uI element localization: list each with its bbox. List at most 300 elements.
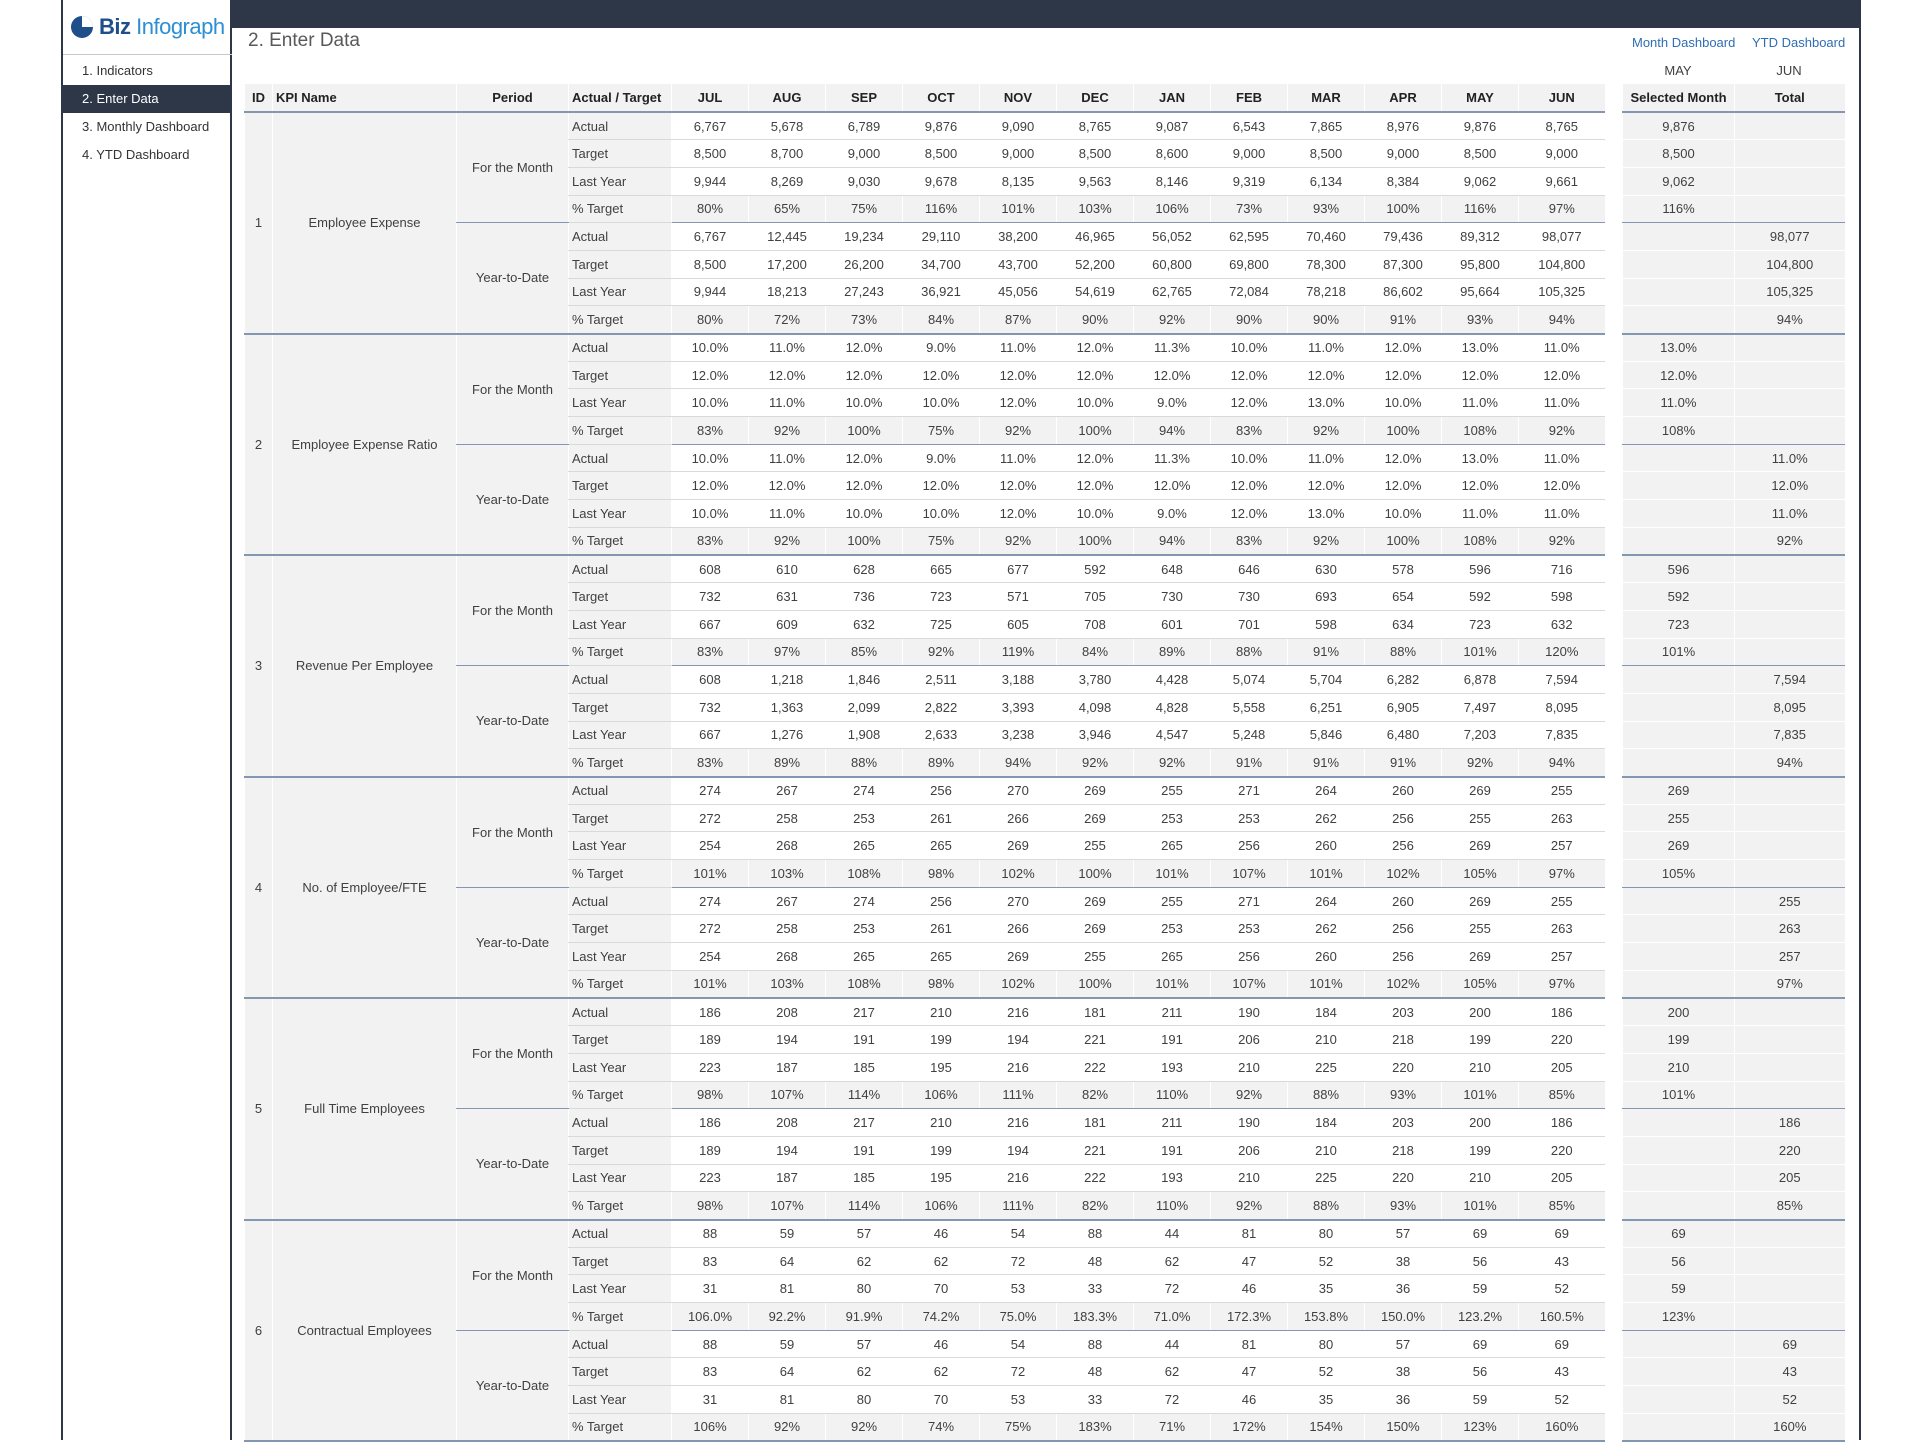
value-cell[interactable]: 185 bbox=[826, 1053, 903, 1081]
value-cell[interactable]: 85% bbox=[826, 638, 903, 666]
value-cell[interactable]: 189 bbox=[672, 1136, 749, 1164]
value-cell[interactable]: 200 bbox=[1442, 998, 1519, 1026]
value-cell[interactable]: 11.0% bbox=[1442, 389, 1519, 417]
value-cell[interactable]: 203 bbox=[1365, 1109, 1442, 1137]
value-cell[interactable]: 194 bbox=[749, 1136, 826, 1164]
value-cell[interactable]: 220 bbox=[1365, 1164, 1442, 1192]
value-cell[interactable]: 59 bbox=[749, 1220, 826, 1248]
value-cell[interactable]: 667 bbox=[672, 610, 749, 638]
value-cell[interactable]: 9,944 bbox=[672, 167, 749, 195]
value-cell[interactable]: 10.0% bbox=[826, 500, 903, 528]
value-cell[interactable]: 216 bbox=[980, 1053, 1057, 1081]
value-cell[interactable]: 608 bbox=[672, 666, 749, 694]
value-cell[interactable]: 267 bbox=[749, 777, 826, 805]
value-cell[interactable]: 97% bbox=[1519, 860, 1605, 888]
value-cell[interactable]: 69 bbox=[1442, 1220, 1519, 1248]
value-cell[interactable]: 83 bbox=[672, 1247, 749, 1275]
value-cell[interactable]: 54,619 bbox=[1057, 278, 1134, 306]
value-cell[interactable]: 89% bbox=[903, 749, 980, 777]
value-cell[interactable]: 72,084 bbox=[1211, 278, 1288, 306]
value-cell[interactable]: 634 bbox=[1365, 610, 1442, 638]
value-cell[interactable]: 101% bbox=[1134, 860, 1211, 888]
value-cell[interactable]: 9,661 bbox=[1519, 167, 1605, 195]
value-cell[interactable]: 123% bbox=[1442, 1413, 1519, 1441]
value-cell[interactable]: 114% bbox=[826, 1081, 903, 1109]
value-cell[interactable]: 6,878 bbox=[1442, 666, 1519, 694]
value-cell[interactable]: 88 bbox=[672, 1330, 749, 1358]
value-cell[interactable]: 36,921 bbox=[903, 278, 980, 306]
value-cell[interactable]: 92% bbox=[980, 527, 1057, 555]
value-cell[interactable]: 3,238 bbox=[980, 721, 1057, 749]
value-cell[interactable]: 221 bbox=[1057, 1026, 1134, 1054]
value-cell[interactable]: 9.0% bbox=[903, 444, 980, 472]
value-cell[interactable]: 6,767 bbox=[672, 112, 749, 140]
value-cell[interactable]: 12.0% bbox=[1211, 500, 1288, 528]
value-cell[interactable]: 272 bbox=[672, 915, 749, 943]
value-cell[interactable]: 70 bbox=[903, 1386, 980, 1414]
value-cell[interactable]: 56,052 bbox=[1134, 223, 1211, 251]
value-cell[interactable]: 256 bbox=[1211, 832, 1288, 860]
value-cell[interactable]: 646 bbox=[1211, 555, 1288, 583]
value-cell[interactable]: 57 bbox=[826, 1330, 903, 1358]
value-cell[interactable]: 5,074 bbox=[1211, 666, 1288, 694]
value-cell[interactable]: 98% bbox=[672, 1192, 749, 1220]
value-cell[interactable]: 106% bbox=[903, 1192, 980, 1220]
value-cell[interactable]: 190 bbox=[1211, 1109, 1288, 1137]
value-cell[interactable]: 1,218 bbox=[749, 666, 826, 694]
value-cell[interactable]: 632 bbox=[826, 610, 903, 638]
value-cell[interactable]: 92% bbox=[1442, 749, 1519, 777]
value-cell[interactable]: 92% bbox=[1134, 306, 1211, 334]
value-cell[interactable]: 95,664 bbox=[1442, 278, 1519, 306]
value-cell[interactable]: 98% bbox=[903, 970, 980, 998]
value-cell[interactable]: 82% bbox=[1057, 1081, 1134, 1109]
value-cell[interactable]: 218 bbox=[1365, 1136, 1442, 1164]
value-cell[interactable]: 97% bbox=[749, 638, 826, 666]
value-cell[interactable]: 608 bbox=[672, 555, 749, 583]
value-cell[interactable]: 253 bbox=[1211, 915, 1288, 943]
value-cell[interactable]: 205 bbox=[1519, 1164, 1605, 1192]
value-cell[interactable]: 105% bbox=[1442, 860, 1519, 888]
value-cell[interactable]: 101% bbox=[1442, 1081, 1519, 1109]
value-cell[interactable]: 193 bbox=[1134, 1053, 1211, 1081]
value-cell[interactable]: 100% bbox=[1057, 417, 1134, 445]
value-cell[interactable]: 71.0% bbox=[1134, 1303, 1211, 1331]
value-cell[interactable]: 12.0% bbox=[1211, 389, 1288, 417]
value-cell[interactable]: 255 bbox=[1519, 887, 1605, 915]
value-cell[interactable]: 221 bbox=[1057, 1136, 1134, 1164]
value-cell[interactable]: 260 bbox=[1365, 887, 1442, 915]
value-cell[interactable]: 605 bbox=[980, 610, 1057, 638]
value-cell[interactable]: 92% bbox=[1057, 749, 1134, 777]
value-cell[interactable]: 195 bbox=[903, 1053, 980, 1081]
value-cell[interactable]: 260 bbox=[1288, 832, 1365, 860]
value-cell[interactable]: 46 bbox=[1211, 1275, 1288, 1303]
value-cell[interactable]: 93% bbox=[1365, 1081, 1442, 1109]
value-cell[interactable]: 12.0% bbox=[672, 472, 749, 500]
value-cell[interactable]: 88% bbox=[1365, 638, 1442, 666]
value-cell[interactable]: 11.0% bbox=[1442, 500, 1519, 528]
value-cell[interactable]: 730 bbox=[1134, 583, 1211, 611]
value-cell[interactable]: 46,965 bbox=[1057, 223, 1134, 251]
selected-month-selector[interactable]: MAY bbox=[1664, 63, 1692, 78]
value-cell[interactable]: 257 bbox=[1519, 832, 1605, 860]
value-cell[interactable]: 8,500 bbox=[1288, 140, 1365, 168]
value-cell[interactable]: 8,500 bbox=[903, 140, 980, 168]
value-cell[interactable]: 70 bbox=[903, 1275, 980, 1303]
value-cell[interactable]: 86,602 bbox=[1365, 278, 1442, 306]
value-cell[interactable]: 100% bbox=[1365, 527, 1442, 555]
value-cell[interactable]: 9,087 bbox=[1134, 112, 1211, 140]
value-cell[interactable]: 11.0% bbox=[1288, 444, 1365, 472]
value-cell[interactable]: 94% bbox=[1134, 527, 1211, 555]
value-cell[interactable]: 80% bbox=[672, 195, 749, 223]
value-cell[interactable]: 114% bbox=[826, 1192, 903, 1220]
value-cell[interactable]: 154% bbox=[1288, 1413, 1365, 1441]
value-cell[interactable]: 610 bbox=[749, 555, 826, 583]
value-cell[interactable]: 2,633 bbox=[903, 721, 980, 749]
value-cell[interactable]: 184 bbox=[1288, 998, 1365, 1026]
value-cell[interactable]: 630 bbox=[1288, 555, 1365, 583]
value-cell[interactable]: 9,678 bbox=[903, 167, 980, 195]
value-cell[interactable]: 12.0% bbox=[1442, 361, 1519, 389]
value-cell[interactable]: 12.0% bbox=[826, 334, 903, 362]
value-cell[interactable]: 108% bbox=[1442, 527, 1519, 555]
value-cell[interactable]: 46 bbox=[903, 1220, 980, 1248]
value-cell[interactable]: 98,077 bbox=[1519, 223, 1605, 251]
value-cell[interactable]: 60,800 bbox=[1134, 250, 1211, 278]
end-month-selector[interactable]: JUN bbox=[1776, 63, 1802, 78]
value-cell[interactable]: 100% bbox=[826, 527, 903, 555]
value-cell[interactable]: 210 bbox=[903, 998, 980, 1026]
value-cell[interactable]: 13.0% bbox=[1288, 389, 1365, 417]
value-cell[interactable]: 210 bbox=[1211, 1053, 1288, 1081]
value-cell[interactable]: 101% bbox=[672, 970, 749, 998]
value-cell[interactable]: 91% bbox=[1365, 749, 1442, 777]
value-cell[interactable]: 64 bbox=[749, 1247, 826, 1275]
value-cell[interactable]: 92% bbox=[903, 638, 980, 666]
value-cell[interactable]: 107% bbox=[749, 1081, 826, 1109]
value-cell[interactable]: 265 bbox=[903, 943, 980, 971]
value-cell[interactable]: 256 bbox=[1211, 943, 1288, 971]
value-cell[interactable]: 9,876 bbox=[903, 112, 980, 140]
value-cell[interactable]: 102% bbox=[1365, 970, 1442, 998]
value-cell[interactable]: 12.0% bbox=[903, 361, 980, 389]
value-cell[interactable]: 33 bbox=[1057, 1386, 1134, 1414]
logo[interactable] bbox=[71, 12, 225, 42]
value-cell[interactable]: 187 bbox=[749, 1053, 826, 1081]
value-cell[interactable]: 11.0% bbox=[749, 444, 826, 472]
value-cell[interactable]: 62 bbox=[903, 1247, 980, 1275]
value-cell[interactable]: 100% bbox=[826, 417, 903, 445]
value-cell[interactable]: 101% bbox=[1288, 970, 1365, 998]
sidebar-item-1[interactable]: 1. Indicators bbox=[82, 63, 153, 78]
value-cell[interactable]: 6,543 bbox=[1211, 112, 1288, 140]
value-cell[interactable]: 100% bbox=[1365, 417, 1442, 445]
value-cell[interactable]: 52 bbox=[1288, 1358, 1365, 1386]
value-cell[interactable]: 269 bbox=[980, 943, 1057, 971]
value-cell[interactable]: 592 bbox=[1057, 555, 1134, 583]
value-cell[interactable]: 256 bbox=[903, 777, 980, 805]
value-cell[interactable]: 108% bbox=[826, 860, 903, 888]
value-cell[interactable]: 11.0% bbox=[1288, 334, 1365, 362]
value-cell[interactable]: 91% bbox=[1211, 749, 1288, 777]
value-cell[interactable]: 12.0% bbox=[1365, 361, 1442, 389]
value-cell[interactable]: 206 bbox=[1211, 1136, 1288, 1164]
value-cell[interactable]: 45,056 bbox=[980, 278, 1057, 306]
value-cell[interactable]: 3,946 bbox=[1057, 721, 1134, 749]
value-cell[interactable]: 11.0% bbox=[1519, 389, 1605, 417]
value-cell[interactable]: 654 bbox=[1365, 583, 1442, 611]
sidebar-item-2[interactable]: 2. Enter Data bbox=[63, 85, 232, 113]
value-cell[interactable]: 153.8% bbox=[1288, 1303, 1365, 1331]
value-cell[interactable]: 54 bbox=[980, 1220, 1057, 1248]
value-cell[interactable]: 2,099 bbox=[826, 693, 903, 721]
value-cell[interactable]: 34,700 bbox=[903, 250, 980, 278]
value-cell[interactable]: 52,200 bbox=[1057, 250, 1134, 278]
value-cell[interactable]: 6,789 bbox=[826, 112, 903, 140]
value-cell[interactable]: 253 bbox=[1134, 804, 1211, 832]
value-cell[interactable]: 69,800 bbox=[1211, 250, 1288, 278]
value-cell[interactable]: 12.0% bbox=[1519, 361, 1605, 389]
value-cell[interactable]: 260 bbox=[1288, 943, 1365, 971]
value-cell[interactable]: 1,908 bbox=[826, 721, 903, 749]
value-cell[interactable]: 65% bbox=[749, 195, 826, 223]
value-cell[interactable]: 217 bbox=[826, 1109, 903, 1137]
value-cell[interactable]: 255 bbox=[1519, 777, 1605, 805]
value-cell[interactable]: 95,800 bbox=[1442, 250, 1519, 278]
value-cell[interactable]: 38 bbox=[1365, 1358, 1442, 1386]
value-cell[interactable]: 274 bbox=[672, 777, 749, 805]
value-cell[interactable]: 211 bbox=[1134, 998, 1211, 1026]
value-cell[interactable]: 62 bbox=[903, 1358, 980, 1386]
value-cell[interactable]: 186 bbox=[1519, 998, 1605, 1026]
value-cell[interactable]: 75.0% bbox=[980, 1303, 1057, 1331]
value-cell[interactable]: 723 bbox=[1442, 610, 1519, 638]
value-cell[interactable]: 11.3% bbox=[1134, 444, 1211, 472]
value-cell[interactable]: 83 bbox=[672, 1358, 749, 1386]
value-cell[interactable]: 98% bbox=[903, 860, 980, 888]
value-cell[interactable]: 100% bbox=[1057, 970, 1134, 998]
value-cell[interactable]: 19,234 bbox=[826, 223, 903, 251]
value-cell[interactable]: 260 bbox=[1365, 777, 1442, 805]
value-cell[interactable]: 72 bbox=[1134, 1275, 1211, 1303]
value-cell[interactable]: 266 bbox=[980, 915, 1057, 943]
value-cell[interactable]: 103% bbox=[1057, 195, 1134, 223]
value-cell[interactable]: 5,704 bbox=[1288, 666, 1365, 694]
value-cell[interactable]: 38,200 bbox=[980, 223, 1057, 251]
value-cell[interactable]: 11.0% bbox=[749, 389, 826, 417]
value-cell[interactable]: 89% bbox=[1134, 638, 1211, 666]
sidebar-item-4[interactable]: 4. YTD Dashboard bbox=[82, 147, 190, 162]
value-cell[interactable]: 253 bbox=[1211, 804, 1288, 832]
value-cell[interactable]: 255 bbox=[1134, 887, 1211, 915]
value-cell[interactable]: 88% bbox=[1211, 638, 1288, 666]
value-cell[interactable]: 4,098 bbox=[1057, 693, 1134, 721]
value-cell[interactable]: 73% bbox=[826, 306, 903, 334]
value-cell[interactable]: 12.0% bbox=[1211, 472, 1288, 500]
value-cell[interactable]: 723 bbox=[903, 583, 980, 611]
value-cell[interactable]: 1,363 bbox=[749, 693, 826, 721]
value-cell[interactable]: 74.2% bbox=[903, 1303, 980, 1331]
value-cell[interactable]: 6,282 bbox=[1365, 666, 1442, 694]
value-cell[interactable]: 220 bbox=[1519, 1136, 1605, 1164]
value-cell[interactable]: 9,062 bbox=[1442, 167, 1519, 195]
value-cell[interactable]: 12.0% bbox=[1365, 444, 1442, 472]
value-cell[interactable]: 263 bbox=[1519, 915, 1605, 943]
value-cell[interactable]: 274 bbox=[826, 777, 903, 805]
value-cell[interactable]: 12.0% bbox=[1365, 334, 1442, 362]
value-cell[interactable]: 269 bbox=[1442, 777, 1519, 805]
value-cell[interactable]: 6,767 bbox=[672, 223, 749, 251]
value-cell[interactable]: 12.0% bbox=[749, 361, 826, 389]
value-cell[interactable]: 218 bbox=[1365, 1026, 1442, 1054]
value-cell[interactable]: 263 bbox=[1519, 804, 1605, 832]
value-cell[interactable]: 716 bbox=[1519, 555, 1605, 583]
value-cell[interactable]: 11.0% bbox=[1519, 334, 1605, 362]
value-cell[interactable]: 601 bbox=[1134, 610, 1211, 638]
value-cell[interactable]: 191 bbox=[826, 1026, 903, 1054]
value-cell[interactable]: 701 bbox=[1211, 610, 1288, 638]
value-cell[interactable]: 9.0% bbox=[903, 334, 980, 362]
value-cell[interactable]: 8,765 bbox=[1519, 112, 1605, 140]
value-cell[interactable]: 10.0% bbox=[1057, 389, 1134, 417]
value-cell[interactable]: 274 bbox=[672, 887, 749, 915]
value-cell[interactable]: 216 bbox=[980, 1109, 1057, 1137]
value-cell[interactable]: 72 bbox=[1134, 1386, 1211, 1414]
value-cell[interactable]: 59 bbox=[1442, 1386, 1519, 1414]
value-cell[interactable]: 12,445 bbox=[749, 223, 826, 251]
value-cell[interactable]: 12.0% bbox=[1134, 472, 1211, 500]
value-cell[interactable]: 200 bbox=[1442, 1109, 1519, 1137]
value-cell[interactable]: 89% bbox=[749, 749, 826, 777]
value-cell[interactable]: 269 bbox=[980, 832, 1057, 860]
value-cell[interactable]: 57 bbox=[826, 1220, 903, 1248]
value-cell[interactable]: 80 bbox=[826, 1275, 903, 1303]
value-cell[interactable]: 80 bbox=[1288, 1220, 1365, 1248]
value-cell[interactable]: 107% bbox=[749, 1192, 826, 1220]
value-cell[interactable]: 10.0% bbox=[672, 444, 749, 472]
value-cell[interactable]: 185 bbox=[826, 1164, 903, 1192]
value-cell[interactable]: 78,218 bbox=[1288, 278, 1365, 306]
value-cell[interactable]: 12.0% bbox=[749, 472, 826, 500]
value-cell[interactable]: 6,251 bbox=[1288, 693, 1365, 721]
value-cell[interactable]: 648 bbox=[1134, 555, 1211, 583]
value-cell[interactable]: 256 bbox=[1365, 943, 1442, 971]
value-cell[interactable]: 92% bbox=[1288, 417, 1365, 445]
value-cell[interactable]: 92% bbox=[1211, 1192, 1288, 1220]
value-cell[interactable]: 693 bbox=[1288, 583, 1365, 611]
value-cell[interactable]: 5,558 bbox=[1211, 693, 1288, 721]
value-cell[interactable]: 92% bbox=[1134, 749, 1211, 777]
value-cell[interactable]: 9,030 bbox=[826, 167, 903, 195]
value-cell[interactable]: 36 bbox=[1365, 1275, 1442, 1303]
value-cell[interactable]: 92% bbox=[749, 417, 826, 445]
value-cell[interactable]: 97% bbox=[1519, 195, 1605, 223]
value-cell[interactable]: 8,500 bbox=[672, 140, 749, 168]
value-cell[interactable]: 107% bbox=[1211, 860, 1288, 888]
value-cell[interactable]: 181 bbox=[1057, 998, 1134, 1026]
value-cell[interactable]: 265 bbox=[903, 832, 980, 860]
value-cell[interactable]: 57 bbox=[1365, 1220, 1442, 1248]
value-cell[interactable]: 10.0% bbox=[1365, 500, 1442, 528]
value-cell[interactable]: 6,134 bbox=[1288, 167, 1365, 195]
value-cell[interactable]: 5,248 bbox=[1211, 721, 1288, 749]
value-cell[interactable]: 11.0% bbox=[1519, 500, 1605, 528]
value-cell[interactable]: 92.2% bbox=[749, 1303, 826, 1331]
value-cell[interactable]: 9,000 bbox=[1519, 140, 1605, 168]
value-cell[interactable]: 92% bbox=[980, 417, 1057, 445]
value-cell[interactable]: 62 bbox=[826, 1358, 903, 1386]
value-cell[interactable]: 92% bbox=[749, 527, 826, 555]
value-cell[interactable]: 632 bbox=[1519, 610, 1605, 638]
value-cell[interactable]: 75% bbox=[903, 417, 980, 445]
value-cell[interactable]: 12.0% bbox=[1057, 361, 1134, 389]
value-cell[interactable]: 62,595 bbox=[1211, 223, 1288, 251]
value-cell[interactable]: 72 bbox=[980, 1358, 1057, 1386]
value-cell[interactable]: 101% bbox=[1442, 638, 1519, 666]
value-cell[interactable]: 191 bbox=[1134, 1026, 1211, 1054]
sidebar-item-3[interactable]: 3. Monthly Dashboard bbox=[82, 119, 210, 134]
value-cell[interactable]: 187 bbox=[749, 1164, 826, 1192]
value-cell[interactable]: 75% bbox=[826, 195, 903, 223]
value-cell[interactable]: 3,188 bbox=[980, 666, 1057, 694]
value-cell[interactable]: 8,135 bbox=[980, 167, 1057, 195]
value-cell[interactable]: 36 bbox=[1365, 1386, 1442, 1414]
value-cell[interactable]: 705 bbox=[1057, 583, 1134, 611]
value-cell[interactable]: 18,213 bbox=[749, 278, 826, 306]
value-cell[interactable]: 205 bbox=[1519, 1053, 1605, 1081]
value-cell[interactable]: 256 bbox=[1365, 804, 1442, 832]
value-cell[interactable]: 160% bbox=[1519, 1413, 1605, 1441]
value-cell[interactable]: 270 bbox=[980, 777, 1057, 805]
value-cell[interactable]: 47 bbox=[1211, 1247, 1288, 1275]
value-cell[interactable]: 9,000 bbox=[980, 140, 1057, 168]
value-cell[interactable]: 222 bbox=[1057, 1164, 1134, 1192]
value-cell[interactable]: 84% bbox=[903, 306, 980, 334]
value-cell[interactable]: 88 bbox=[1057, 1220, 1134, 1248]
value-cell[interactable]: 269 bbox=[1057, 777, 1134, 805]
value-cell[interactable]: 269 bbox=[1057, 887, 1134, 915]
value-cell[interactable]: 11.0% bbox=[749, 334, 826, 362]
value-cell[interactable]: 88 bbox=[1057, 1330, 1134, 1358]
value-cell[interactable]: 7,835 bbox=[1519, 721, 1605, 749]
value-cell[interactable]: 9,000 bbox=[1365, 140, 1442, 168]
value-cell[interactable]: 223 bbox=[672, 1053, 749, 1081]
value-cell[interactable]: 9,563 bbox=[1057, 167, 1134, 195]
value-cell[interactable]: 12.0% bbox=[1365, 472, 1442, 500]
value-cell[interactable]: 90% bbox=[1057, 306, 1134, 334]
value-cell[interactable]: 3,393 bbox=[980, 693, 1057, 721]
value-cell[interactable]: 220 bbox=[1519, 1026, 1605, 1054]
value-cell[interactable]: 111% bbox=[980, 1192, 1057, 1220]
value-cell[interactable]: 258 bbox=[749, 915, 826, 943]
value-cell[interactable]: 253 bbox=[826, 915, 903, 943]
value-cell[interactable]: 186 bbox=[1519, 1109, 1605, 1137]
value-cell[interactable]: 83% bbox=[672, 749, 749, 777]
value-cell[interactable]: 254 bbox=[672, 832, 749, 860]
value-cell[interactable]: 160.5% bbox=[1519, 1303, 1605, 1331]
value-cell[interactable]: 35 bbox=[1288, 1275, 1365, 1303]
value-cell[interactable]: 104,800 bbox=[1519, 250, 1605, 278]
value-cell[interactable]: 265 bbox=[826, 832, 903, 860]
value-cell[interactable]: 732 bbox=[672, 693, 749, 721]
value-cell[interactable]: 100% bbox=[1057, 860, 1134, 888]
value-cell[interactable]: 69 bbox=[1519, 1220, 1605, 1248]
value-cell[interactable]: 10.0% bbox=[903, 500, 980, 528]
value-cell[interactable]: 92% bbox=[1519, 527, 1605, 555]
value-cell[interactable]: 62,765 bbox=[1134, 278, 1211, 306]
